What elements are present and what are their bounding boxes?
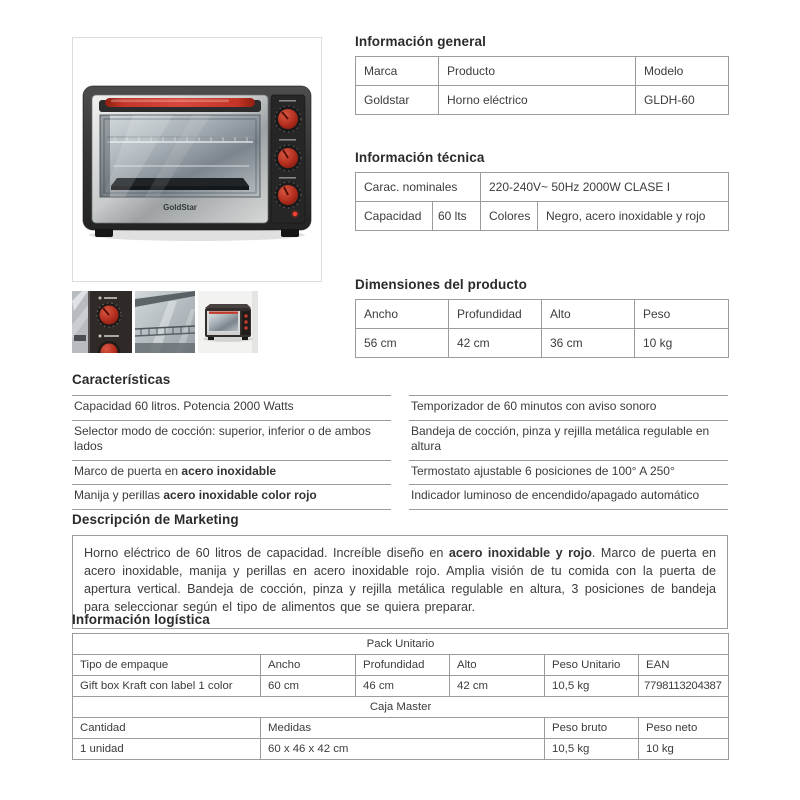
pack-depth-cell: 46 cm: [356, 676, 450, 697]
header-cell: Peso Unitario: [545, 655, 639, 676]
height-cell: 36 cm: [542, 329, 635, 358]
oven-foot: [281, 229, 299, 237]
ean-cell: 7798113204387: [639, 676, 729, 697]
header-cell: Profundidad: [449, 300, 542, 329]
feature-text: Termostato ajustable 6 posiciones de 100° A 250°: [411, 463, 675, 478]
feature-text: Manija y perillas: [74, 488, 164, 503]
section-dimensions: [355, 277, 728, 358]
header-cell: Peso bruto: [545, 718, 639, 739]
feature-bold-text: acero inoxidable color rojo: [163, 488, 317, 503]
features-title: Características: [72, 372, 171, 387]
weight-cell: 10 kg: [635, 329, 729, 358]
depth-cell: 42 cm: [449, 329, 542, 358]
section-general-info: [355, 34, 728, 115]
features-list: [72, 395, 728, 510]
dimensions-title: Dimensiones del producto: [355, 277, 527, 292]
technical-info-title: Información técnica: [355, 150, 485, 165]
master-box-group-header: Caja Master: [73, 697, 729, 718]
section-features: [72, 372, 728, 510]
section-logistics: [72, 612, 728, 760]
thumbnail-knobs-closeup: [72, 291, 132, 353]
feature-text: Indicador luminoso de encendido/apagado automático: [411, 488, 700, 503]
quantity-cell: 1 unidad: [73, 739, 261, 760]
header-cell: Ancho: [356, 300, 449, 329]
features-row-divider: [72, 509, 728, 510]
general-info-title: Información general: [355, 34, 486, 49]
logistics-title: Información logística: [72, 612, 210, 627]
header-cell: Colores: [481, 202, 538, 231]
table-row: [73, 634, 729, 655]
general-info-table: [355, 56, 729, 115]
table-row: [356, 300, 729, 329]
feature-bold-text: acero inoxidable: [181, 463, 277, 478]
header-cell: Marca: [356, 57, 439, 86]
header-cell: Alto: [542, 300, 635, 329]
ratings-cell: 220-240V~ 50Hz 2000W CLASE I: [481, 173, 729, 202]
header-cell: Producto: [439, 57, 636, 86]
divider: [72, 509, 391, 510]
feature-item: [409, 460, 728, 485]
thumbnail-interior-rack: [135, 291, 195, 353]
divider: [409, 509, 728, 510]
header-cell: Profundidad: [356, 655, 450, 676]
product-main-image: [72, 37, 322, 282]
header-cell: Peso: [635, 300, 729, 329]
oven-shadow: [89, 229, 305, 241]
feature-item: [72, 460, 391, 485]
feature-text: Bandeja de cocción, pinza y rejilla metálica regulable en altura: [411, 423, 710, 454]
gross-weight-cell: 10,5 kg: [545, 739, 639, 760]
product-cell: Horno eléctrico: [439, 86, 636, 115]
technical-info-table: [355, 172, 729, 231]
thumbnail-strip: [72, 291, 258, 353]
table-row: [356, 86, 729, 115]
thumbnail-product-angle: [198, 291, 258, 353]
table-row: [73, 718, 729, 739]
pack-width-cell: 60 cm: [261, 676, 356, 697]
colors-cell: Negro, acero inoxidable y rojo: [538, 202, 729, 231]
oven-foot: [95, 229, 113, 237]
header-cell: Medidas: [261, 718, 545, 739]
header-cell: EAN: [639, 655, 729, 676]
feature-item: [409, 395, 728, 420]
feature-text: Capacidad 60 litros. Potencia 2000 Watts: [74, 399, 294, 413]
oven-illustration: [73, 38, 321, 281]
header-cell: Carac. nominales: [356, 173, 481, 202]
table-row: [356, 173, 729, 202]
feature-item: [72, 420, 391, 460]
brand-label: GoldStar: [163, 203, 197, 212]
width-cell: 56 cm: [356, 329, 449, 358]
header-cell: Ancho: [261, 655, 356, 676]
feature-item: [72, 484, 391, 509]
model-cell: GLDH-60: [636, 86, 729, 115]
dimensions-table: [355, 299, 729, 358]
power-indicator-light: [293, 212, 297, 216]
header-cell: Cantidad: [73, 718, 261, 739]
marketing-bold-text: acero inoxidable y rojo: [448, 546, 592, 560]
features-row: [72, 395, 728, 420]
brand-cell: Goldstar: [356, 86, 439, 115]
table-row: [356, 329, 729, 358]
feature-text: Selector modo de cocción: superior, inferior o de ambos lados: [74, 423, 371, 454]
capacity-cell: 60 lts: [433, 202, 481, 231]
table-row: [73, 697, 729, 718]
packaging-type-cell: Gift box Kraft con label 1 color: [73, 676, 261, 697]
net-weight-cell: 10 kg: [639, 739, 729, 760]
knob-icon: [97, 303, 121, 327]
logistics-table: [72, 633, 729, 760]
marketing-text: . Marco de puerta en acero inoxidable, manija y perillas en acero inoxidable rojo. Amplia visión de tu comida con la puerta de apertura vertical. Bandeja de cocción, pinza y rejilla metálica regulable en altura, 3 posiciones de bandeja para seleccionar según el tipo de alimentos que se quiera preparar.: [84, 546, 716, 614]
header-cell: Modelo: [636, 57, 729, 86]
header-cell: Capacidad: [356, 202, 433, 231]
feature-text: Temporizador de 60 minutos con aviso sonoro: [411, 399, 657, 413]
feature-item: [409, 484, 728, 509]
header-cell: Tipo de empaque: [73, 655, 261, 676]
table-row: [73, 655, 729, 676]
feature-item: [72, 395, 391, 420]
unit-weight-cell: 10,5 kg: [545, 676, 639, 697]
features-row: [72, 420, 728, 460]
oven-handle: [105, 98, 255, 107]
features-row: [72, 484, 728, 509]
marketing-title: Descripción de Marketing: [72, 512, 239, 527]
section-technical-info: [355, 150, 728, 231]
header-cell: Peso neto: [639, 718, 729, 739]
feature-item: [409, 420, 728, 460]
features-row: [72, 460, 728, 485]
pack-unit-group-header: Pack Unitario: [73, 634, 729, 655]
table-row: [73, 739, 729, 760]
table-row: [356, 202, 729, 231]
pack-height-cell: 42 cm: [450, 676, 545, 697]
marketing-text: Horno eléctrico de 60 litros de capacidad. Increíble diseño en: [84, 546, 449, 560]
table-row: [73, 676, 729, 697]
feature-text: Marco de puerta en: [74, 463, 182, 478]
header-cell: Alto: [450, 655, 545, 676]
measures-cell: 60 x 46 x 42 cm: [261, 739, 545, 760]
table-row: [356, 57, 729, 86]
